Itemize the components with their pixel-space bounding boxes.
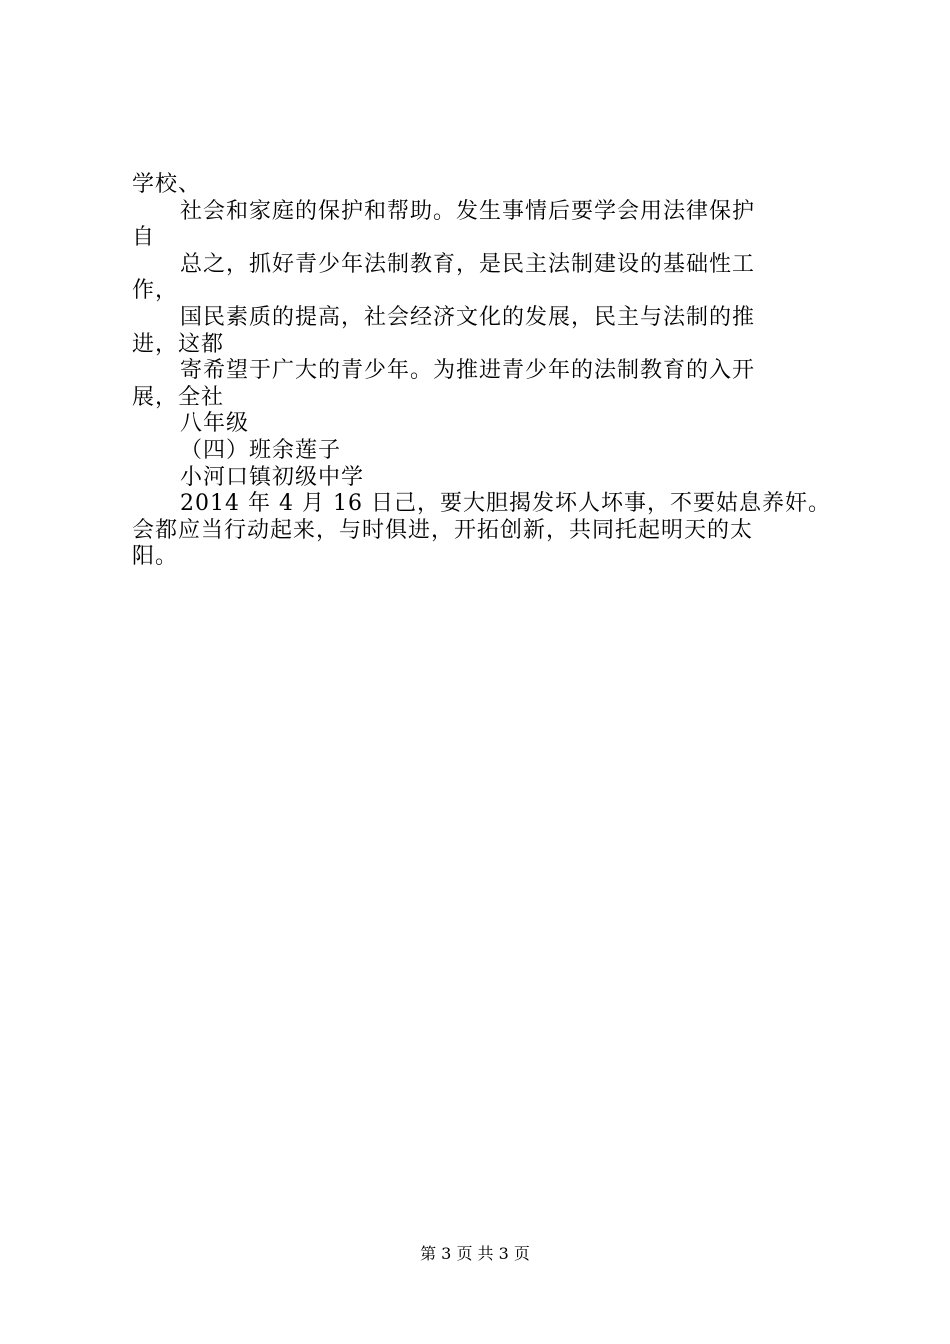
class-author-line: （四）班余莲子 [180, 437, 342, 463]
text-line: 寄希望于广大的青少年。为推进青少年的法制教育的入开 [180, 358, 756, 384]
text-line: 总之，抓好青少年法制教育，是民主法制建设的基础性工 [180, 251, 756, 277]
text-line: 社会和家庭的保护和帮助。发生事情后要学会用法律保护 [180, 198, 756, 224]
text-line: 自 [132, 225, 156, 251]
document-body [132, 172, 832, 571]
text-line: 作， [132, 278, 179, 304]
text-line: 进，这都 [132, 331, 225, 357]
text-line: 国民素质的提高，社会经济文化的发展，民主与法制的推 [180, 304, 756, 330]
text-line: 展，全社 [132, 384, 225, 410]
date-line: 2014 年 4 月 16 日己，要大胆揭发坏人坏事，不要姑息养奸。 [180, 491, 831, 517]
school-line: 小河口镇初级中学 [180, 464, 365, 490]
page-number-footer: 第 3 页 共 3 页 [420, 1244, 530, 1263]
grade-line: 八年级 [180, 411, 250, 437]
text-line: 学校、 [132, 172, 202, 197]
text-line: 会都应当行动起来，与时俱进，开拓创新，共同托起明天的太 [132, 517, 754, 543]
text-line: 阳。 [132, 544, 179, 570]
